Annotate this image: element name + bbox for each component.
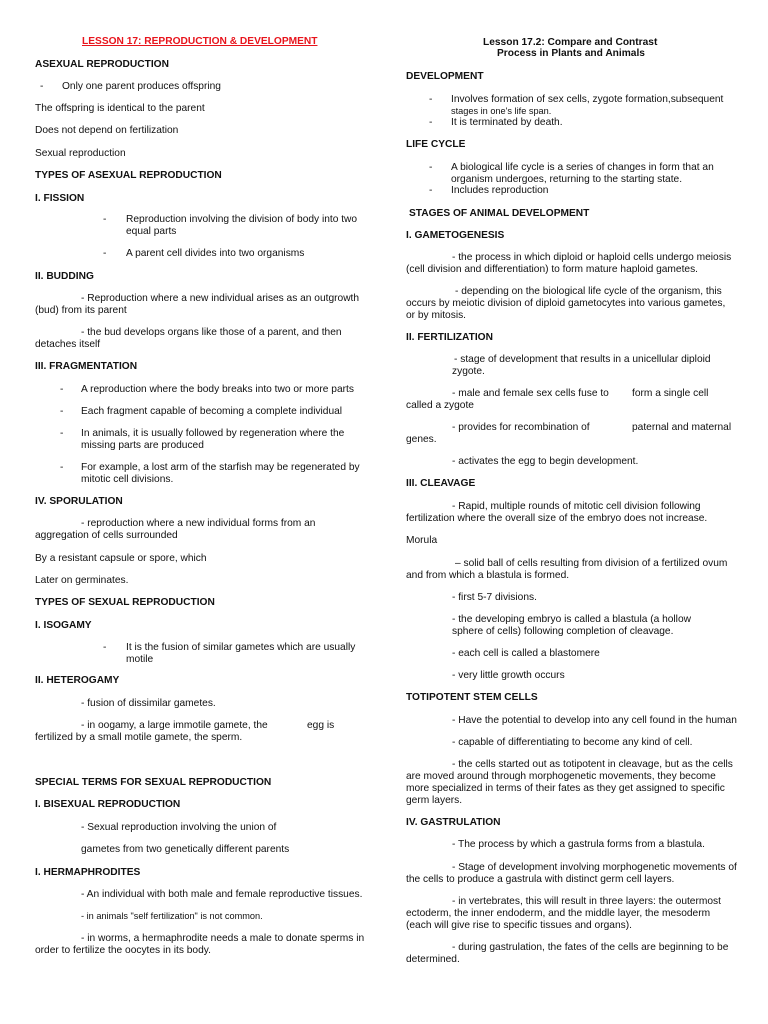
gastrulation-paragraph: - in vertebrates, this will result in three layers: the outermost bbox=[452, 896, 721, 907]
hermaphrodites-paragraph: - in worms, a hermaphrodite needs a male to donate sperms in bbox=[81, 933, 365, 944]
morula-paragraph: sphere of cells) following completion of cleavage. bbox=[452, 626, 674, 637]
heading-special-terms: SPECIAL TERMS FOR SEXUAL REPRODUCTION bbox=[35, 777, 272, 788]
fission-bullet: A parent cell divides into two organisms bbox=[126, 248, 305, 259]
totipotent-paragraph: - the cells started out as totipotent in cleavage, but as the cells bbox=[452, 759, 733, 770]
hermaphrodites-paragraph: - in animals "self fertilization" is not common. bbox=[81, 911, 263, 921]
lesson-subtitle: Process in Plants and Animals bbox=[497, 48, 645, 59]
morula-paragraph: - very little growth occurs bbox=[452, 670, 565, 681]
heading-budding: II. BUDDING bbox=[35, 271, 94, 282]
lesson-title: LESSON 17: REPRODUCTION & DEVELOPMENT bbox=[82, 36, 318, 47]
fragmentation-bullet: For example, a lost arm of the starfish may be regenerated by mitotic cell divisions. bbox=[81, 462, 360, 485]
totipotent-paragraph: more specialized in terms of their fates as they get assigned to specific bbox=[406, 783, 725, 794]
paragraph: The offspring is identical to the parent bbox=[35, 103, 205, 114]
heading-gastrulation: IV. GASTRULATION bbox=[406, 817, 501, 828]
morula-paragraph: - the developing embryo is called a blastula (a hollow bbox=[452, 614, 691, 625]
bullet-dash: - bbox=[429, 185, 433, 196]
morula-paragraph: - first 5-7 divisions. bbox=[452, 592, 537, 603]
sporulation-paragraph: - reproduction where a new individual forms from an aggregation of cells surrounded bbox=[35, 518, 316, 541]
gametogenesis-paragraph: - the process in which diploid or haploid cells undergo meiosis bbox=[452, 252, 732, 263]
budding-paragraph: - Reproduction where a new individual arises as an outgrowth (bud) from its parent bbox=[35, 293, 360, 316]
heterogamy-paragraph: - in oogamy, a large immotile gamete, the bbox=[81, 720, 268, 731]
heading-isogamy: I. ISOGAMY bbox=[35, 620, 92, 631]
budding-paragraph: - the bud develops organs like those of a parent, and then detaches itself bbox=[35, 327, 342, 350]
isogamy-bullet: It is the fusion of similar gametes which are usually motile bbox=[126, 642, 356, 665]
lesson-subtitle: Lesson 17.2: Compare and Contrast bbox=[483, 37, 658, 48]
bullet-dash: - bbox=[103, 642, 107, 653]
morula-paragraph: and from which a blastula is formed. bbox=[406, 570, 570, 581]
heading-hermaphrodites: I. HERMAPHRODITES bbox=[35, 867, 141, 878]
heading-totipotent: TOTIPOTENT STEM CELLS bbox=[406, 692, 538, 703]
gastrulation-paragraph: the cells to produce a gastrula with distinct germ cell layers. bbox=[406, 874, 675, 885]
heterogamy-paragraph: fertilized by a small motile gamete, the sperm. bbox=[35, 732, 243, 743]
gametogenesis-paragraph: occurs by meiotic division of diploid gametocytes into various gametes, bbox=[406, 298, 726, 309]
heading-fission: I. FISSION bbox=[35, 193, 85, 204]
heading-gametogenesis: I. GAMETOGENESIS bbox=[406, 230, 505, 241]
fertilization-paragraph: called a zygote bbox=[406, 400, 474, 411]
sporulation-paragraph: Later on germinates. bbox=[35, 575, 129, 586]
gastrulation-paragraph: - The process by which a gastrula forms from a blastula. bbox=[452, 839, 705, 850]
paragraph: Does not depend on fertilization bbox=[35, 125, 179, 136]
hermaphrodites-paragraph: - An individual with both male and female reproductive tissues. bbox=[81, 889, 363, 900]
development-bullet: stages in one's life span. bbox=[451, 106, 552, 116]
heading-fragmentation: III. FRAGMENTATION bbox=[35, 361, 138, 372]
hermaphrodites-paragraph: order to fertilize the oocytes in its body. bbox=[35, 945, 211, 956]
totipotent-paragraph: germ layers. bbox=[406, 795, 463, 806]
paragraph: Sexual reproduction bbox=[35, 148, 126, 159]
fragmentation-bullet: Each fragment capable of becoming a complete individual bbox=[81, 406, 343, 417]
gametogenesis-paragraph: (cell division and differentiation) to form mature haploid gametes. bbox=[406, 264, 699, 275]
gastrulation-paragraph: - during gastrulation, the fates of the cells are beginning to be bbox=[452, 942, 729, 953]
heading-development: DEVELOPMENT bbox=[406, 71, 484, 82]
gastrulation-paragraph: determined. bbox=[406, 954, 460, 965]
fertilization-paragraph: genes. bbox=[406, 434, 437, 445]
gametogenesis-paragraph: or by mitosis. bbox=[406, 310, 467, 321]
gastrulation-paragraph: ectoderm, the inner endoderm, and the middle layer, the mesoderm bbox=[406, 908, 711, 919]
fertilization-paragraph: paternal and maternal bbox=[632, 422, 732, 433]
heterogamy-paragraph: - fusion of dissimilar gametes. bbox=[81, 698, 216, 709]
fragmentation-bullet: In animals, it is usually followed by regeneration where the missing parts are produced bbox=[81, 428, 345, 451]
bullet-dash: - bbox=[60, 406, 64, 417]
morula-paragraph: – solid ball of cells resulting from division of a fertilized ovum bbox=[455, 558, 728, 569]
fertilization-paragraph: - male and female sex cells fuse to bbox=[452, 388, 609, 399]
heading-heterogamy: II. HETEROGAMY bbox=[35, 675, 120, 686]
bisexual-paragraph: - Sexual reproduction involving the union of bbox=[81, 822, 277, 833]
heading-sporulation: IV. SPORULATION bbox=[35, 496, 123, 507]
bullet-dash: - bbox=[429, 94, 433, 105]
heading-stages: STAGES OF ANIMAL DEVELOPMENT bbox=[409, 208, 590, 219]
heading-bisexual: I. BISEXUAL REPRODUCTION bbox=[35, 799, 181, 810]
bullet-dash: - bbox=[60, 384, 64, 395]
bullet-dash: - bbox=[429, 117, 433, 128]
heading-types-asexual: TYPES OF ASEXUAL REPRODUCTION bbox=[35, 170, 222, 181]
heterogamy-paragraph: egg is bbox=[307, 720, 335, 731]
cleavage-paragraph: fertilization where the overall size of the embryo does not increase. bbox=[406, 513, 708, 524]
bullet-dash: - bbox=[429, 162, 433, 173]
development-bullet: Involves formation of sex cells, zygote formation,subsequent bbox=[451, 94, 724, 105]
gastrulation-paragraph: (each will give rise to specific tissues and organs). bbox=[406, 920, 632, 931]
bisexual-paragraph: gametes from two genetically different parents bbox=[81, 844, 290, 855]
fission-bullet: Reproduction involving the division of body into two equal parts bbox=[126, 214, 358, 237]
totipotent-paragraph: are moved around through morphogenetic movements, they become bbox=[406, 771, 716, 782]
fertilization-paragraph: - provides for recombination of bbox=[452, 422, 590, 433]
fertilization-paragraph: - activates the egg to begin development. bbox=[452, 456, 639, 467]
gametogenesis-paragraph: - depending on the biological life cycle of the organism, this bbox=[455, 286, 722, 297]
bullet-dash: - bbox=[103, 214, 107, 225]
bullet-dash: - bbox=[60, 462, 64, 473]
life-cycle-bullet: A biological life cycle is a series of changes in form that an organism undergoes, returning to the starting state. bbox=[451, 162, 714, 185]
life-cycle-bullet: Includes reproduction bbox=[451, 185, 549, 196]
totipotent-paragraph: - capable of differentiating to become any kind of cell. bbox=[452, 737, 693, 748]
sporulation-paragraph: By a resistant capsule or spore, which bbox=[35, 553, 207, 564]
fragmentation-bullet: A reproduction where the body breaks into two or more parts bbox=[81, 384, 354, 395]
heading-fertilization: II. FERTILIZATION bbox=[406, 332, 493, 343]
heading-cleavage: III. CLEAVAGE bbox=[406, 478, 476, 489]
fertilization-paragraph: zygote. bbox=[452, 366, 485, 377]
fertilization-paragraph: form a single cell bbox=[632, 388, 709, 399]
gastrulation-paragraph: - Stage of development involving morphogenetic movements of bbox=[452, 862, 737, 873]
fertilization-paragraph: - stage of development that results in a unicellular diploid bbox=[454, 354, 711, 365]
heading-life-cycle: LIFE CYCLE bbox=[406, 139, 466, 150]
morula-label: Morula bbox=[406, 535, 438, 546]
heading-types-sexual: TYPES OF SEXUAL REPRODUCTION bbox=[35, 597, 215, 608]
cleavage-paragraph: - Rapid, multiple rounds of mitotic cell division following bbox=[452, 501, 701, 512]
bullet-dash: - bbox=[40, 81, 44, 92]
development-bullet: It is terminated by death. bbox=[451, 117, 563, 128]
asexual-bullet: Only one parent produces offspring bbox=[62, 81, 221, 92]
heading-asexual: ASEXUAL REPRODUCTION bbox=[35, 59, 169, 70]
totipotent-paragraph: - Have the potential to develop into any cell found in the human bbox=[452, 715, 737, 726]
morula-paragraph: - each cell is called a blastomere bbox=[452, 648, 600, 659]
bullet-dash: - bbox=[103, 248, 107, 259]
bullet-dash: - bbox=[60, 428, 64, 439]
